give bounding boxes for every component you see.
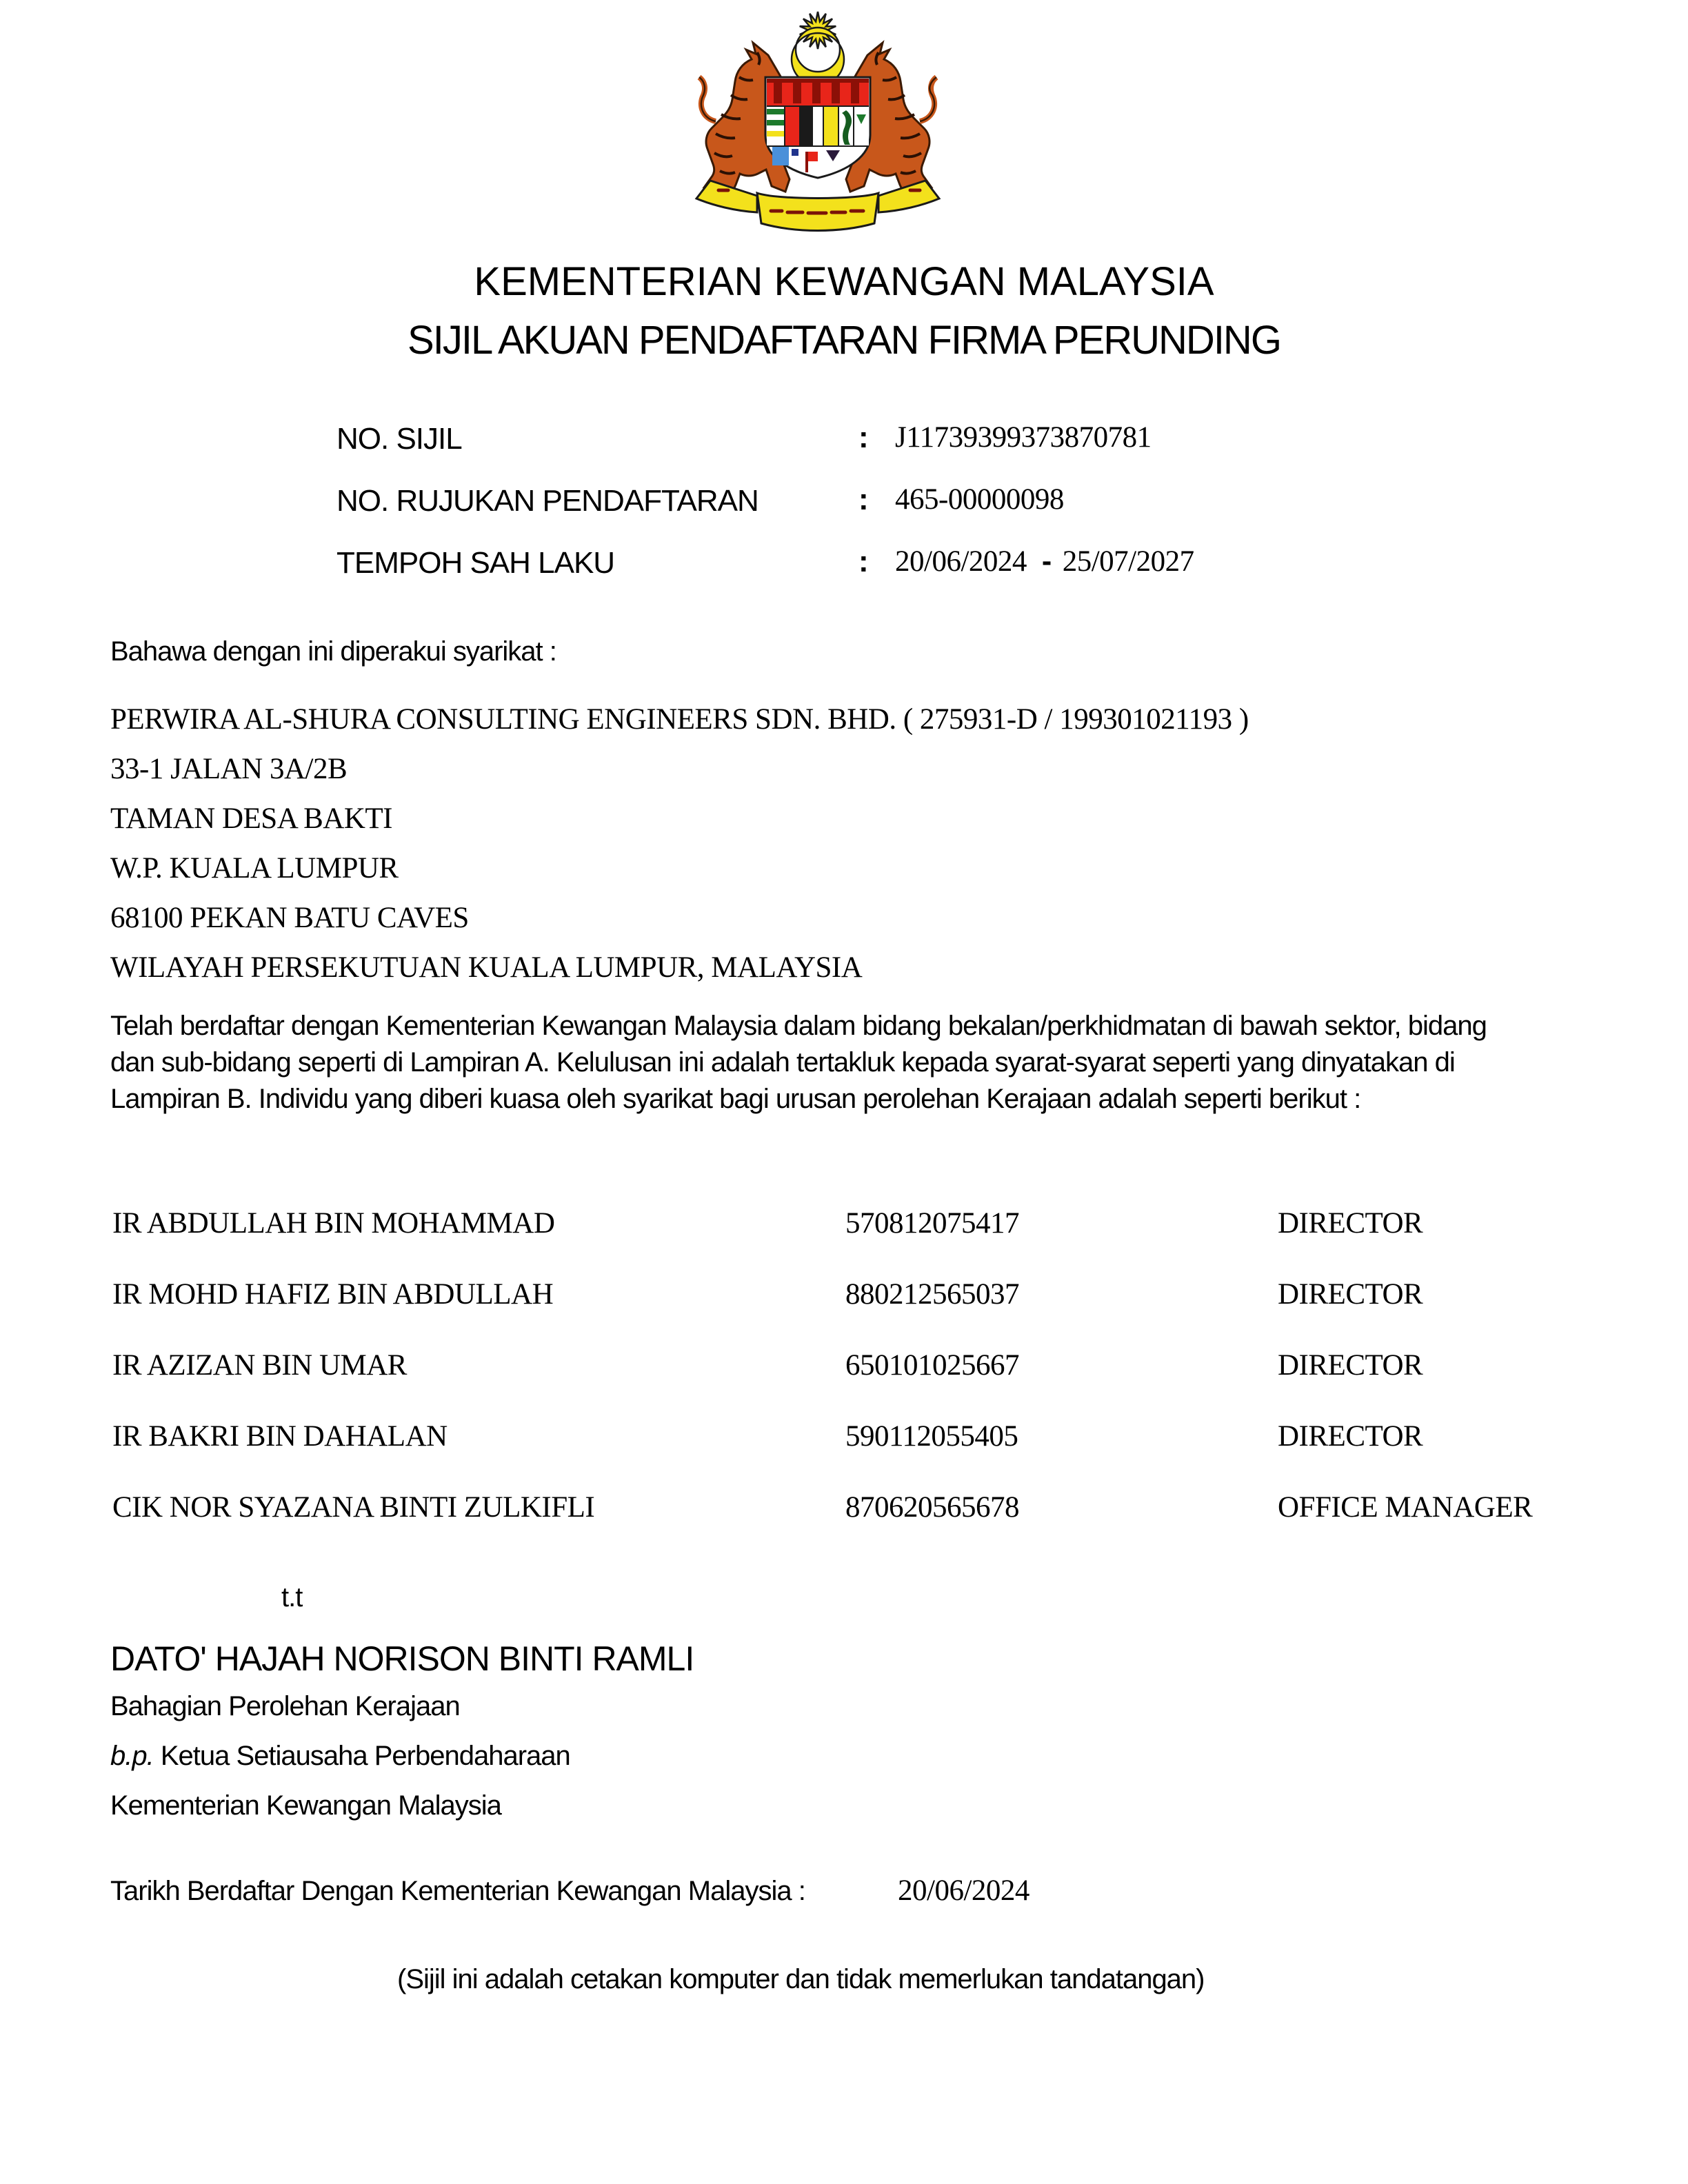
- person-name: IR MOHD HAFIZ BIN ABDULLAH: [112, 1278, 554, 1311]
- motto-ribbon: [696, 181, 939, 231]
- person-position: DIRECTOR: [1278, 1420, 1423, 1453]
- address-line-2: TAMAN DESA BAKTI: [110, 802, 393, 835]
- signatory-division: Bahagian Perolehan Kerajaan: [110, 1691, 460, 1721]
- person-id: 570812075417: [845, 1207, 1019, 1240]
- bp-title: Ketua Setiausaha Perbendaharaan: [153, 1741, 570, 1771]
- person-position: OFFICE MANAGER: [1278, 1491, 1533, 1524]
- ministry-title: KEMENTERIAN KEWANGAN MALAYSIA: [474, 259, 1214, 304]
- cert-no-colon: :: [858, 421, 869, 454]
- address-line-5: WILAYAH PERSEKUTUAN KUALA LUMPUR, MALAYSIA: [110, 951, 863, 984]
- certificate-title: SIJIL AKUAN PENDAFTARAN FIRMA PERUNDING: [408, 318, 1280, 363]
- cert-no-label: NO. SIJIL: [336, 422, 462, 456]
- person-name: IR ABDULLAH BIN MOHAMMAD: [112, 1207, 555, 1240]
- signatory-bp-line: [110, 1740, 570, 1772]
- register-date-label: Tarikh Berdaftar Dengan Kementerian Kewangan Malaysia :: [110, 1876, 805, 1906]
- validity-label: TEMPOH SAH LAKU: [336, 546, 615, 580]
- register-date-value: 20/06/2024: [898, 1874, 1029, 1907]
- person-position: DIRECTOR: [1278, 1349, 1423, 1382]
- address-line-1: 33-1 JALAN 3A/2B: [110, 753, 348, 785]
- ref-no-value: 465-00000098: [895, 483, 1064, 516]
- company-name: PERWIRA AL-SHURA CONSULTING ENGINEERS SDN. BHD. ( 275931-D / 199301021193 ): [110, 703, 1249, 736]
- person-name: IR AZIZAN BIN UMAR: [112, 1349, 407, 1382]
- bp-prefix: b.p.: [110, 1741, 154, 1771]
- registration-paragraph: [110, 1008, 1487, 1118]
- company-block: [110, 695, 1249, 993]
- ref-no-colon: :: [858, 483, 869, 516]
- person-id: 650101025667: [845, 1349, 1019, 1382]
- person-name: CIK NOR SYAZANA BINTI ZULKIFLI: [112, 1491, 595, 1524]
- person-id: 590112055405: [845, 1420, 1018, 1453]
- validity-start: 20/06/2024: [895, 545, 1027, 578]
- person-position: DIRECTOR: [1278, 1278, 1423, 1311]
- validity-colon: :: [858, 545, 869, 578]
- person-id: 870620565678: [845, 1491, 1019, 1524]
- ref-no-label: NO. RUJUKAN PENDAFTARAN: [336, 484, 758, 518]
- malaysia-coat-of-arms: [691, 11, 945, 233]
- person-id: 880212565037: [845, 1278, 1019, 1311]
- signatory-ministry: Kementerian Kewangan Malaysia: [110, 1790, 501, 1821]
- validity-separator: -: [1041, 545, 1052, 578]
- cert-no-value: J11739399373870781: [895, 421, 1152, 454]
- address-line-4: 68100 PEKAN BATU CAVES: [110, 902, 469, 934]
- shield: [765, 77, 870, 178]
- signatory-name: DATO' HAJAH NORISON BINTI RAMLI: [110, 1639, 694, 1678]
- paragraph-line-2: dan sub-bidang seperti di Lampiran A. Kelulusan ini adalah tertakluk kepada syarat-syarat seperti yang dinyatakan di: [110, 1047, 1455, 1078]
- validity-end: 25/07/2027: [1062, 545, 1194, 578]
- paragraph-line-3: Lampiran B. Individu yang diberi kuasa oleh syarikat bagi urusan perolehan Kerajaan adalah seperti berikut :: [110, 1084, 1361, 1114]
- computer-print-note: (Sijil ini adalah cetakan komputer dan tidak memerlukan tandatangan): [397, 1964, 1205, 1994]
- person-position: DIRECTOR: [1278, 1207, 1423, 1240]
- intro-line: Bahawa dengan ini diperakui syarikat :: [110, 636, 556, 667]
- validity-value: [895, 545, 1194, 578]
- person-name: IR BAKRI BIN DAHALAN: [112, 1420, 448, 1453]
- coat-of-arms-graphic: [691, 11, 945, 233]
- tt-mark: t.t: [281, 1582, 303, 1612]
- paragraph-line-1: Telah berdaftar dengan Kementerian Kewangan Malaysia dalam bidang bekalan/perkhidmatan di bawah sektor, bidang: [110, 1011, 1487, 1041]
- address-line-3: W.P. KUALA LUMPUR: [110, 852, 399, 884]
